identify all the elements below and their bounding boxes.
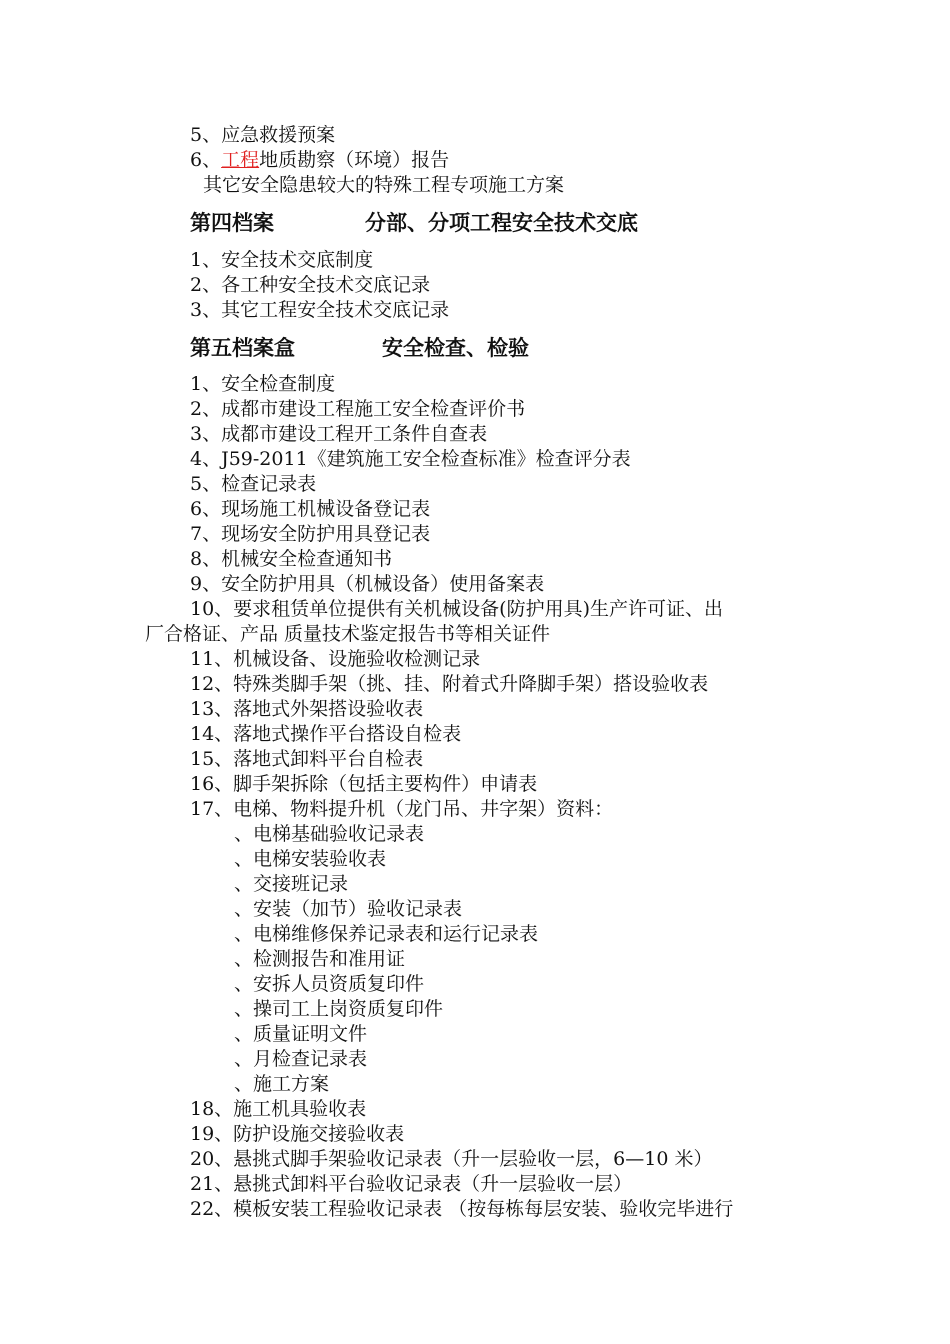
section-title: 第四档案 <box>190 211 274 235</box>
section-title: 第五档案盒 <box>190 336 295 360</box>
list-item: 21、悬挑式卸料平台验收记录表（升一层验收一层） <box>190 1173 633 1195</box>
engineering-link[interactable]: 工程 <box>221 149 260 171</box>
section-subtitle: 安全检查、检验 <box>382 336 529 360</box>
list-item-continuation: 厂合格证、产品 质量技术鉴定报告书等相关证件 <box>145 623 551 645</box>
list-item: 10、要求租赁单位提供有关机械设备(防护用具)生产许可证、出 <box>190 598 724 620</box>
sub-list-item: 、安拆人员资质复印件 <box>234 973 425 995</box>
section-subtitle: 分部、分项工程安全技术交底 <box>365 211 638 235</box>
list-item: 5、应急救援预案 <box>190 124 336 146</box>
list-item: 8、机械安全检查通知书 <box>190 548 393 570</box>
list-item: 16、脚手架拆除（包括主要构件）申请表 <box>190 773 538 795</box>
list-item <box>190 148 449 173</box>
list-item: 9、安全防护用具（机械设备）使用备案表 <box>190 573 545 595</box>
list-item: 18、施工机具验收表 <box>190 1098 367 1120</box>
list-item: 2、成都市建设工程施工安全检查评价书 <box>190 398 526 420</box>
list-item: 3、其它工程安全技术交底记录 <box>190 299 450 321</box>
sub-list-item: 、检测报告和准用证 <box>234 948 406 970</box>
list-item: 17、电梯、物料提升机（龙门吊、井字架）资料： <box>190 798 614 820</box>
list-item: 11、机械设备、设施验收检测记录 <box>190 648 481 670</box>
sub-list-item: 、电梯基础验收记录表 <box>234 823 425 845</box>
list-item: 4、J59-2011《建筑施工安全检查标准》检查评分表 <box>190 448 631 470</box>
list-item: 1、安全检查制度 <box>190 373 336 395</box>
list-item: 7、现场安全防护用具登记表 <box>190 523 431 545</box>
sub-list-item: 、质量证明文件 <box>234 1023 368 1045</box>
list-item-number: 6、 <box>190 149 222 171</box>
list-item: 2、各工种安全技术交底记录 <box>190 274 431 296</box>
list-item: 15、落地式卸料平台自检表 <box>190 748 424 770</box>
list-item: 1、安全技术交底制度 <box>190 249 374 271</box>
list-item: 20、悬挑式脚手架验收记录表（升一层验收一层，6—10 米） <box>190 1148 713 1170</box>
sub-list-item: 、操司工上岗资质复印件 <box>234 998 444 1020</box>
list-item: 6、现场施工机械设备登记表 <box>190 498 431 520</box>
sub-list-item: 、电梯维修保养记录表和运行记录表 <box>234 923 539 945</box>
sub-list-item: 、安装（加节）验收记录表 <box>234 898 463 920</box>
sub-list-item: 、施工方案 <box>234 1073 330 1095</box>
section-heading-4 <box>190 208 710 238</box>
list-item: 19、防护设施交接验收表 <box>190 1123 405 1145</box>
list-item: 其它安全隐患较大的特殊工程专项施工方案 <box>203 174 565 196</box>
list-item: 3、成都市建设工程开工条件自查表 <box>190 423 488 445</box>
list-item-text: 地质勘察（环境）报告 <box>259 149 450 171</box>
sub-list-item: 、月检查记录表 <box>234 1048 368 1070</box>
section-heading-5 <box>190 333 590 363</box>
list-item: 22、模板安装工程验收记录表 （按每栋每层安装、验收完毕进行 <box>190 1198 734 1220</box>
list-item: 14、落地式操作平台搭设自检表 <box>190 723 462 745</box>
sub-list-item: 、电梯安装验收表 <box>234 848 387 870</box>
list-item: 13、落地式外架搭设验收表 <box>190 698 424 720</box>
list-item: 12、特殊类脚手架（挑、挂、附着式升降脚手架）搭设验收表 <box>190 673 709 695</box>
sub-list-item: 、交接班记录 <box>234 873 349 895</box>
list-item: 5、检查记录表 <box>190 473 317 495</box>
